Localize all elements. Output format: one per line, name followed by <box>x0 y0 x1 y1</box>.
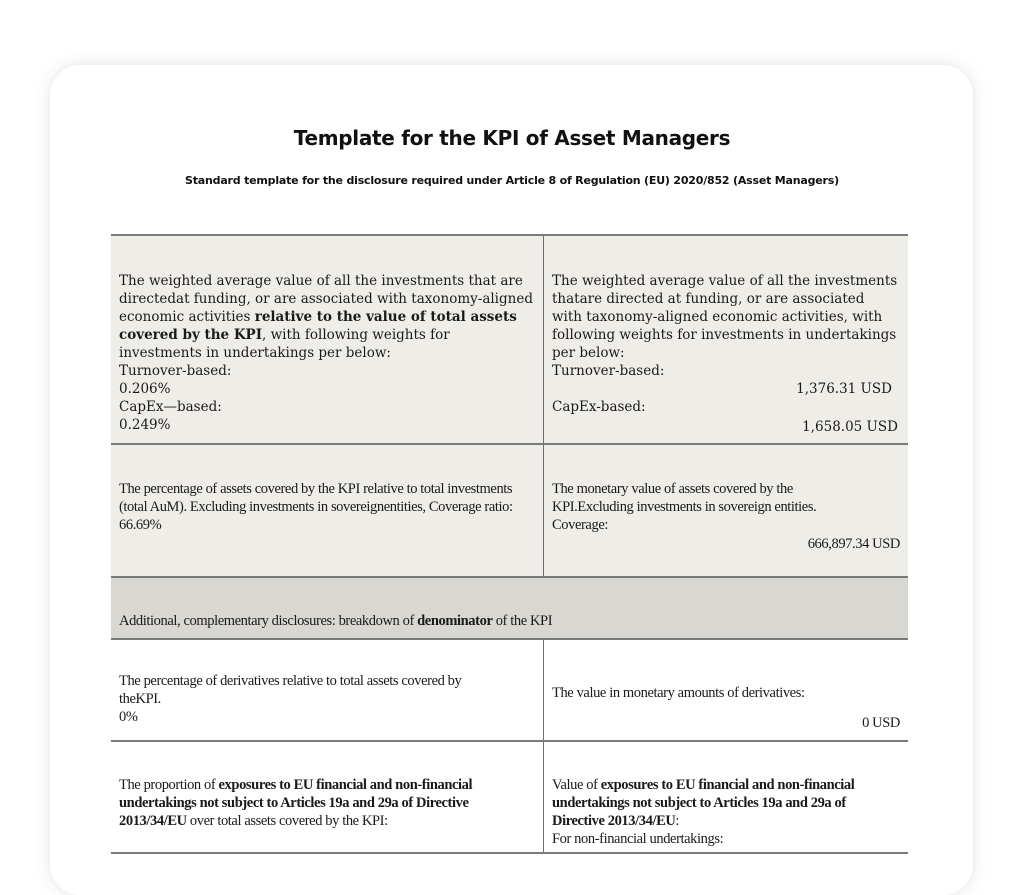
weighted-average-monetary-cell <box>544 235 909 444</box>
capex-amount: 1,658.05 USD <box>802 419 898 435</box>
cell-description: The weighted average value of all the investments that are directedat funding, or are associated with taxonomy-aligned economic activities relative to the value of total assets covered by the KPI, with following weights for investments in undertakings per below: <box>119 273 533 361</box>
exposures-proportion-cell <box>111 741 544 853</box>
coverage-monetary-cell <box>544 444 909 577</box>
table-row <box>111 577 908 639</box>
section-header: Additional, complementary disclosures: breakdown of denominator of the KPI <box>111 577 908 639</box>
derivatives-percentage-cell <box>111 639 544 741</box>
cell-description: The weighted average value of all the investments thatare directed at funding, or are associated with taxonomy-aligned economic activities, with following weights for investments in undertakings per below: <box>552 273 898 361</box>
non-financial-label: For non-financial undertakings: <box>552 831 724 847</box>
capex-label: CapEx-based: <box>552 399 646 415</box>
capex-label: CapEx—based: <box>119 399 222 415</box>
derivatives-monetary-cell <box>544 639 909 741</box>
cell-description: Value of exposures to EU financial and non-financial undertakings not subject to Articles 19a and 29a of Directive 2013/34/EU: <box>552 777 855 829</box>
turnover-value: 0.206% <box>119 381 171 397</box>
table-row <box>111 639 908 741</box>
derivatives-amount: 0 USD <box>862 715 900 731</box>
derivatives-percentage-value: 0% <box>119 709 138 725</box>
cell-description: The proportion of exposures to EU financial and non-financial undertakings not subject to Articles 19a and 29a of Directive 2013/34/EU over total assets covered by the KPI: <box>119 777 473 829</box>
table-row <box>111 741 908 853</box>
coverage-ratio-value: 66.69% <box>119 517 162 533</box>
exposures-value-cell <box>544 741 909 853</box>
coverage-label: Coverage: <box>552 517 608 533</box>
kpi-table <box>111 234 908 854</box>
page-subtitle: Standard template for the disclosure required under Article 8 of Regulation (EU) 2020/852 (Asset Managers) <box>185 174 839 187</box>
weighted-average-relative-cell <box>111 235 544 444</box>
turnover-label: Turnover-based: <box>119 363 232 379</box>
coverage-amount: 666,897.34 USD <box>807 536 900 552</box>
turnover-amount: 1,376.31 USD <box>796 381 892 397</box>
table-row <box>111 235 908 444</box>
page-title: Template for the KPI of Asset Managers <box>293 126 731 150</box>
cell-description: The percentage of assets covered by the KPI relative to total investments (total AuM). Excluding investments in sovereignentities, Coverage ratio: <box>119 481 513 515</box>
table-row <box>111 444 908 577</box>
cell-description: The value in monetary amounts of derivatives: <box>552 685 805 701</box>
cell-description: The percentage of derivatives relative to total assets covered by theKPI. <box>119 673 462 707</box>
coverage-ratio-cell <box>111 444 544 577</box>
cell-description: The monetary value of assets covered by the KPI.Excluding investments in sovereign entities. <box>552 481 817 515</box>
capex-value: 0.249% <box>119 417 171 433</box>
turnover-label: Turnover-based: <box>552 363 665 379</box>
